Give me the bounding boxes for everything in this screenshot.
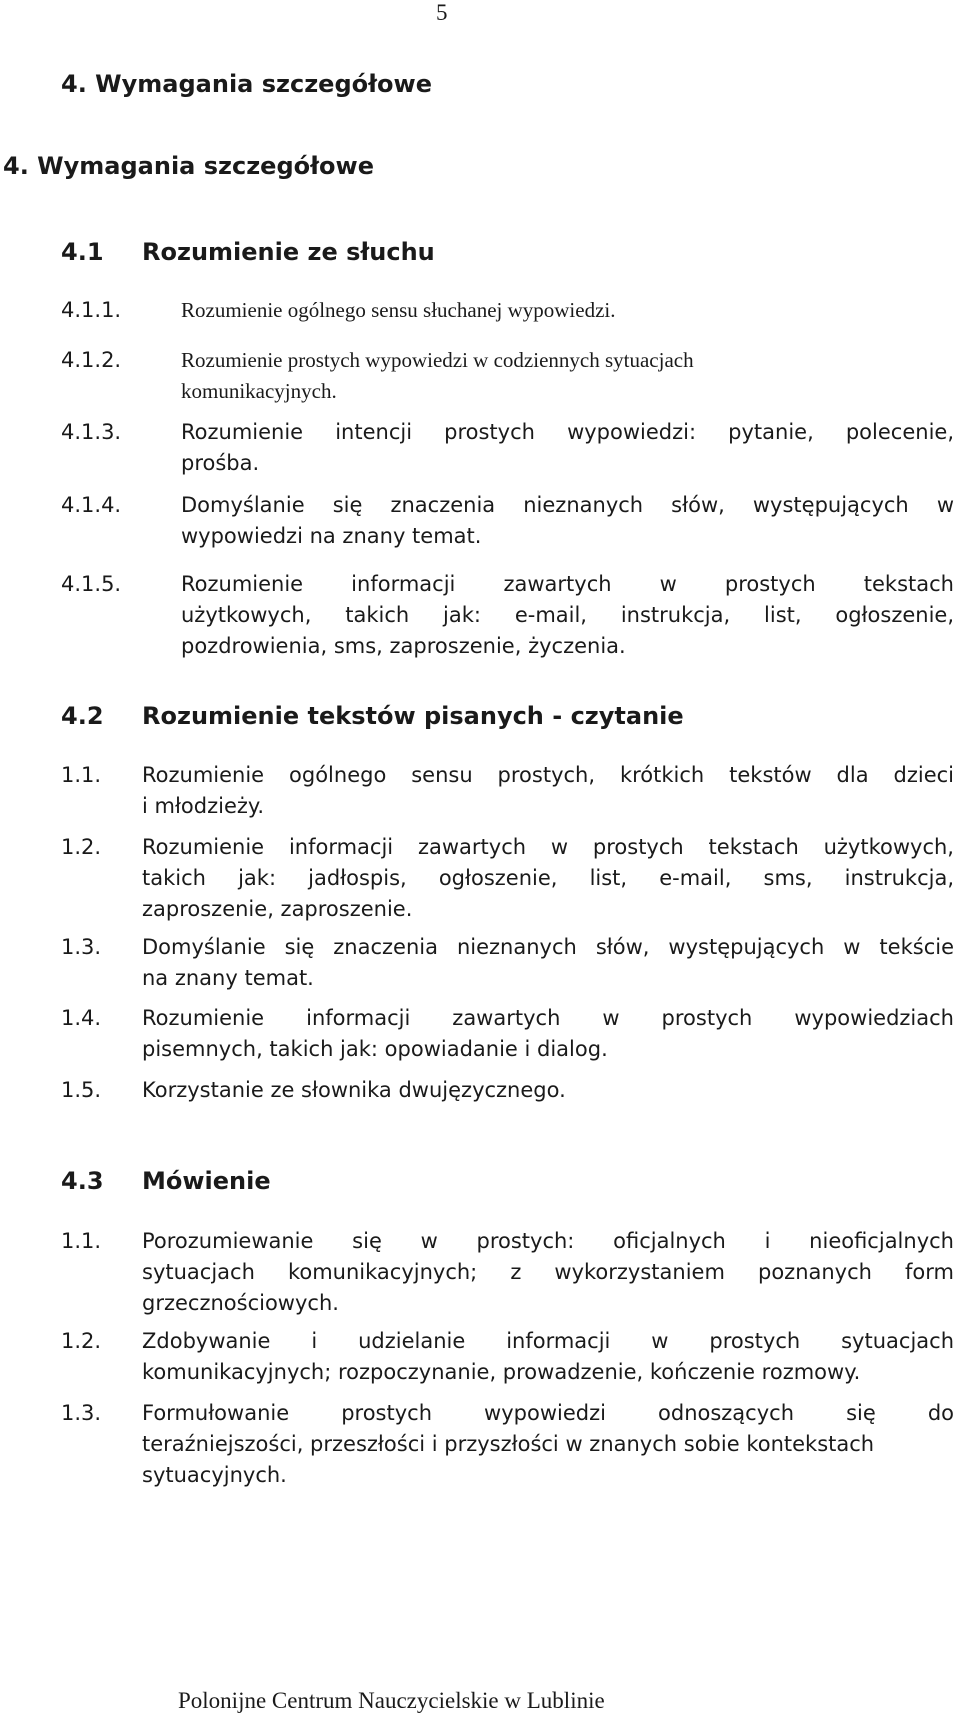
section-title: Mówienie <box>142 1167 271 1195</box>
item-line: pozdrowienia, sms, zaproszenie, życzenia. <box>181 634 626 658</box>
item-text <box>181 569 954 662</box>
item-line: i młodzieży. <box>142 794 265 818</box>
item-line: Rozumienie informacji zawartych w prostych tekstach użytkowych, <box>142 835 954 859</box>
item-text <box>181 490 954 552</box>
item-line: Porozumiewanie się w prostych: oficjalnych i nieoficjalnych <box>142 1229 954 1253</box>
item-text <box>142 1226 954 1319</box>
item-number: 1.3. <box>61 935 102 959</box>
section-title: Rozumienie ze słuchu <box>142 238 435 266</box>
section-number: 4.3 <box>61 1167 104 1195</box>
item-line: Formułowanie prostych wypowiedzi odnoszących się do <box>142 1401 954 1425</box>
item-line: użytkowych, takich jak: e-mail, instrukcja, list, ogłoszenie, <box>181 603 954 627</box>
item-text <box>142 1398 954 1491</box>
section-heading-4-2 <box>61 702 684 730</box>
item-text <box>142 1075 954 1106</box>
chapter-heading: 4. Wymagania szczegółowe <box>3 152 374 180</box>
section-heading-4-3 <box>61 1167 271 1195</box>
item-number: 4.1.4. <box>61 493 122 517</box>
item-line: Korzystanie ze słownika dwujęzycznego. <box>142 1078 566 1102</box>
section-heading-4-1 <box>61 238 435 266</box>
item-text <box>181 345 951 407</box>
item-number: 1.5. <box>61 1078 102 1102</box>
item-number: 4.1.2. <box>61 348 122 372</box>
item-number: 4.1.5. <box>61 572 122 596</box>
item-line: Rozumienie informacji zawartych w prostych wypowiedziach <box>142 1006 954 1030</box>
item-text <box>181 417 954 479</box>
item-line: Rozumienie ogólnego sensu prostych, krótkich tekstów dla dzieci <box>142 763 954 787</box>
item-number: 1.2. <box>61 835 102 859</box>
item-line: Rozumienie ogólnego sensu słuchanej wypowiedzi. <box>181 298 616 322</box>
item-line: takich jak: jadłospis, ogłoszenie, list, e-mail, sms, instrukcja, <box>142 866 954 890</box>
page-footer: Polonijne Centrum Nauczycielskie w Lublinie <box>178 1688 605 1713</box>
item-line: zaproszenie, zaproszenie. <box>142 897 413 921</box>
page-number: 5 <box>436 0 448 25</box>
item-line: Rozumienie intencji prostych wypowiedzi: pytanie, polecenie, <box>181 420 954 444</box>
item-line: Rozumienie prostych wypowiedzi w codziennych sytuacjach <box>181 348 694 372</box>
item-line: komunikacyjnych. <box>181 379 337 403</box>
item-number: 4.1.1. <box>61 298 122 322</box>
item-line: sytuacjach komunikacyjnych; z wykorzystaniem poznanych form <box>142 1260 954 1284</box>
item-line: teraźniejszości, przeszłości i przyszłości w znanych sobie kontekstach <box>142 1432 875 1456</box>
section-title: Rozumienie tekstów pisanych - czytanie <box>142 702 684 730</box>
item-text <box>142 1003 954 1065</box>
item-text <box>142 760 954 822</box>
chapter-heading-top: 4. Wymagania szczegółowe <box>61 70 432 98</box>
item-line: na znany temat. <box>142 966 314 990</box>
item-text <box>142 1326 954 1388</box>
item-line: Zdobywanie i udzielanie informacji w prostych sytuacjach <box>142 1329 954 1353</box>
item-number: 1.1. <box>61 763 102 787</box>
item-line: sytuacyjnych. <box>142 1463 287 1487</box>
item-number: 1.2. <box>61 1329 102 1353</box>
item-line: komunikacyjnych; rozpoczynanie, prowadzenie, kończenie rozmowy. <box>142 1360 861 1384</box>
item-number: 1.4. <box>61 1006 102 1030</box>
item-line: pisemnych, takich jak: opowiadanie i dialog. <box>142 1037 608 1061</box>
item-line: prośba. <box>181 451 260 475</box>
item-number: 1.3. <box>61 1401 102 1425</box>
item-number: 4.1.3. <box>61 420 122 444</box>
section-number: 4.1 <box>61 238 104 266</box>
item-text <box>181 295 951 326</box>
item-text <box>142 832 954 925</box>
item-line: wypowiedzi na znany temat. <box>181 524 482 548</box>
item-line: Domyślanie się znaczenia nieznanych słów, występujących w <box>181 493 954 517</box>
item-line: Rozumienie informacji zawartych w prostych tekstach <box>181 572 954 596</box>
item-number: 1.1. <box>61 1229 102 1253</box>
item-line: Domyślanie się znaczenia nieznanych słów, występujących w tekście <box>142 935 954 959</box>
section-number: 4.2 <box>61 702 104 730</box>
item-text <box>142 932 954 994</box>
item-line: grzecznościowych. <box>142 1291 339 1315</box>
